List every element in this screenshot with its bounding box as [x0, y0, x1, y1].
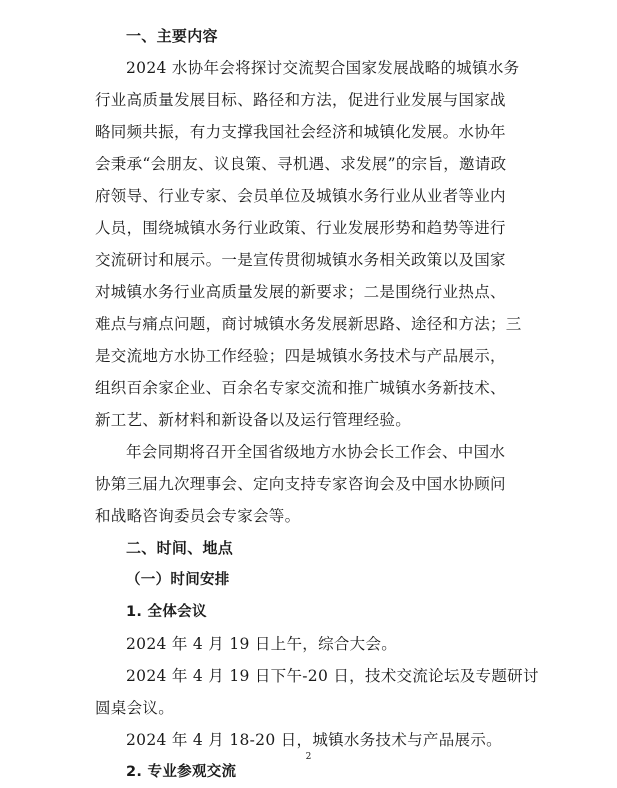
paragraph-line: 新工艺、新材料和新设备以及运行管理经验。 — [95, 411, 412, 429]
paragraph-line: 是交流地方水协工作经验；四是城镇水务技术与产品展示， — [95, 347, 506, 365]
paragraph-line: 略同频共振，有力支撑我国社会经济和城镇化发展。水协年 — [95, 123, 506, 141]
page-number: 2 — [305, 752, 312, 762]
paragraph-main-content — [95, 52, 525, 436]
schedule-line: 2024 年 4 月 19 日上午，综合大会。 — [126, 635, 398, 653]
schedule-line: 圆桌会议。 — [95, 699, 175, 717]
document-body — [95, 20, 539, 788]
paragraph-line: 府领导、行业专家、会员单位及城镇水务行业从业者等业内 — [95, 187, 506, 205]
item-title-plenary: 1. 全体会议 — [126, 604, 207, 620]
paragraph-line: 2024 水协年会将探讨交流契合国家发展战略的城镇水务 — [126, 59, 520, 77]
paragraph-line: 和战略咨询委员会专家会等。 — [95, 507, 301, 525]
section-heading-main-content: 一、主要内容 — [126, 27, 218, 45]
paragraph-line: 协第三届九次理事会、定向支持专家咨询会及中国水协顾问 — [95, 475, 506, 493]
paragraph-line: 年会同期将召开全国省级地方水协会长工作会、中国水 — [126, 443, 506, 461]
paragraph-concurrent-meetings — [95, 436, 525, 532]
paragraph-line: 交流研讨和展示。一是宣传贯彻城镇水务相关政策以及国家 — [95, 251, 506, 269]
paragraph-line: 行业高质量发展目标、路径和方法，促进行业发展与国家战 — [95, 91, 506, 109]
paragraph-line: 人员，围绕城镇水务行业政策、行业发展形势和趋势等进行 — [95, 219, 506, 237]
section-heading-time-location: 二、时间、地点 — [126, 539, 234, 557]
paragraph-line: 组织百余家企业、百余名专家交流和推广城镇水务新技术、 — [95, 379, 506, 397]
schedule-list — [95, 628, 539, 756]
subheading-schedule: （一）时间安排 — [126, 572, 230, 588]
paragraph-line: 难点与痛点问题，商讨城镇水务发展新思路、途径和方法；三 — [95, 315, 522, 333]
schedule-line: 2024 年 4 月 19 日下午-20 日，技术交流论坛及专题研讨 — [126, 667, 539, 685]
item-title-site-visit: 2. 专业参观交流 — [126, 764, 237, 780]
paragraph-line: 对城镇水务行业高质量发展的新要求；二是围绕行业热点、 — [95, 283, 506, 301]
schedule-line: 2024 年 4 月 18-20 日，城镇水务技术与产品展示。 — [126, 731, 502, 749]
paragraph-line: 会秉承“会朋友、议良策、寻机遇、求发展”的宗旨，邀请政 — [95, 155, 507, 173]
